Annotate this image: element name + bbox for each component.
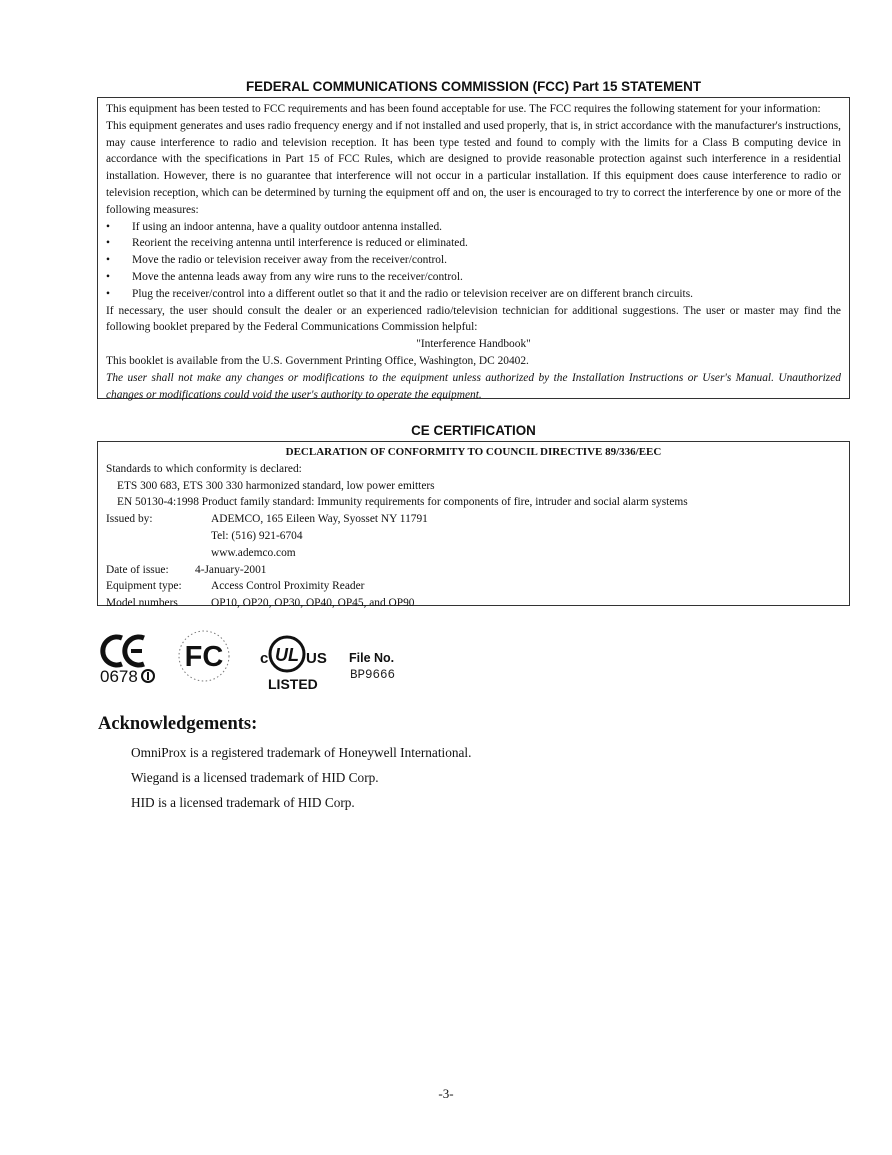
bullet-icon: • [106, 254, 110, 267]
ul-c-mark: c [260, 650, 269, 667]
ce-mark-icon [100, 637, 154, 686]
acknowledgement-line: HID is a licensed trademark of HID Corp. [131, 795, 355, 810]
list-item [106, 286, 841, 303]
ul-us-mark: US [306, 650, 327, 667]
bullet-icon: • [106, 270, 110, 283]
acknowledgement-line: OmniProx is a registered trademark of Honeywell International. [131, 745, 472, 760]
fcc-section-title: FEDERAL COMMUNICATIONS COMMISSION (FCC) Part 15 STATEMENT [245, 79, 702, 94]
page-number: -3- [438, 1086, 454, 1101]
standards-intro: Standards to which conformity is declared: [106, 462, 302, 475]
list-item [106, 235, 841, 252]
fcc-logo-icon [179, 631, 229, 681]
ce-section-title: CE CERTIFICATION [411, 423, 536, 438]
list-item-text: If using an indoor antenna, have a quality outdoor antenna installed. [132, 220, 442, 233]
acknowledgements-heading: Acknowledgements: [98, 714, 258, 734]
model-numbers-value: OP10, OP20, OP30, OP40, OP45, and OP90 [211, 597, 415, 610]
date-of-issue-label: Date of issue: [106, 563, 169, 576]
acknowledgement-line: Wiegand is a licensed trademark of HID Corp. [131, 770, 379, 785]
standard-item: ETS 300 683, ETS 300 330 harmonized standard, low power emitters [117, 479, 435, 492]
standard-item: EN 50130-4:1998 Product family standard: Immunity requirements for components of fire, intruder and social alarm systems [117, 496, 688, 509]
issuer-website: www.ademco.com [211, 546, 296, 559]
issued-by-row [106, 511, 841, 561]
ce-notified-body-number: 0678 [100, 667, 138, 686]
fcc-interference-paragraph: This equipment generates and uses radio frequency energy and if not installed and used properly, that is, in strict accordance with the manufacturer's instructions, may cause interference to radio and television reception. It has been type tested and found to comply with the limits for a Class B computing device in accordance with the specifications in Part 15 of FCC Rules, which are designed to provide reasonable protection against such interference in a residential installation. However, there is no guarantee that interference will not occur in a particular installation. If this equipment does cause interference to radio or television reception, which can be determined by turning the equipment off and on, the user is encouraged to try to correct the interference by one or more of the following measures: [106, 119, 841, 216]
equipment-type-row [106, 578, 841, 595]
date-of-issue-row [106, 562, 841, 579]
bullet-icon: • [106, 220, 110, 233]
model-numbers-label: Model numbers [106, 597, 178, 610]
list-item-text: Move the antenna leads away from any wire runs to the receiver/control. [132, 270, 463, 283]
ul-listed-text: LISTED [268, 676, 318, 692]
fcc-availability-paragraph: This booklet is available from the U.S. Government Printing Office, Washington, DC 20402. [106, 354, 529, 367]
ul-mark-text: UL [275, 645, 299, 665]
fcc-measures-list [106, 219, 841, 303]
date-of-issue-value: 4-January-2001 [195, 563, 267, 576]
equipment-type-value: Access Control Proximity Reader [211, 580, 365, 593]
fcc-intro-paragraph: This equipment has been tested to FCC requirements and has been found acceptable for use. The FCC requires the following statement for your information: [106, 103, 821, 115]
list-item [106, 269, 841, 286]
equipment-type-label: Equipment type: [106, 580, 182, 593]
ce-declaration-heading: DECLARATION OF CONFORMITY TO COUNCIL DIRECTIVE 89/336/EEC [285, 446, 662, 458]
fcc-consult-paragraph: If necessary, the user should consult the dealer or an experienced radio/television technician for additional suggestions. The user or master may find the following booklet prepared by the Federal Communications Commission helpful: [106, 304, 841, 334]
bullet-icon: • [106, 287, 110, 300]
fcc-mark-text: FC [184, 641, 224, 673]
issued-by-label: Issued by: [106, 513, 153, 526]
bullet-icon: • [106, 237, 110, 250]
issued-by-value [211, 511, 841, 561]
issuer-phone: Tel: (516) 921-6704 [211, 529, 303, 542]
fcc-statement-box [97, 97, 850, 399]
file-number-label: File No. [349, 651, 395, 665]
file-number-value: BP9666 [350, 668, 396, 682]
issuer-address: ADEMCO, 165 Eileen Way, Syosset NY 11791 [211, 513, 428, 526]
list-item-text: Reorient the receiving antenna until interference is reduced or eliminated. [132, 237, 468, 250]
booklet-title: "Interference Handbook" [416, 338, 531, 351]
ul-listed-logo-icon [260, 637, 327, 692]
fcc-warning-paragraph: The user shall not make any changes or modifications to the equipment unless authorized by the Installation Instructions or User's Manual. Unauthorized changes or modifications could void the user's authority to operate the equipment. [106, 371, 841, 401]
model-numbers-row [106, 595, 841, 612]
ce-certification-box [97, 441, 850, 610]
list-item [106, 252, 841, 269]
list-item-text: Move the radio or television receiver away from the receiver/control. [132, 254, 448, 267]
list-item-text: Plug the receiver/control into a different outlet so that it and the radio or television receiver are on different branch circuits. [132, 287, 693, 300]
list-item [106, 219, 841, 236]
